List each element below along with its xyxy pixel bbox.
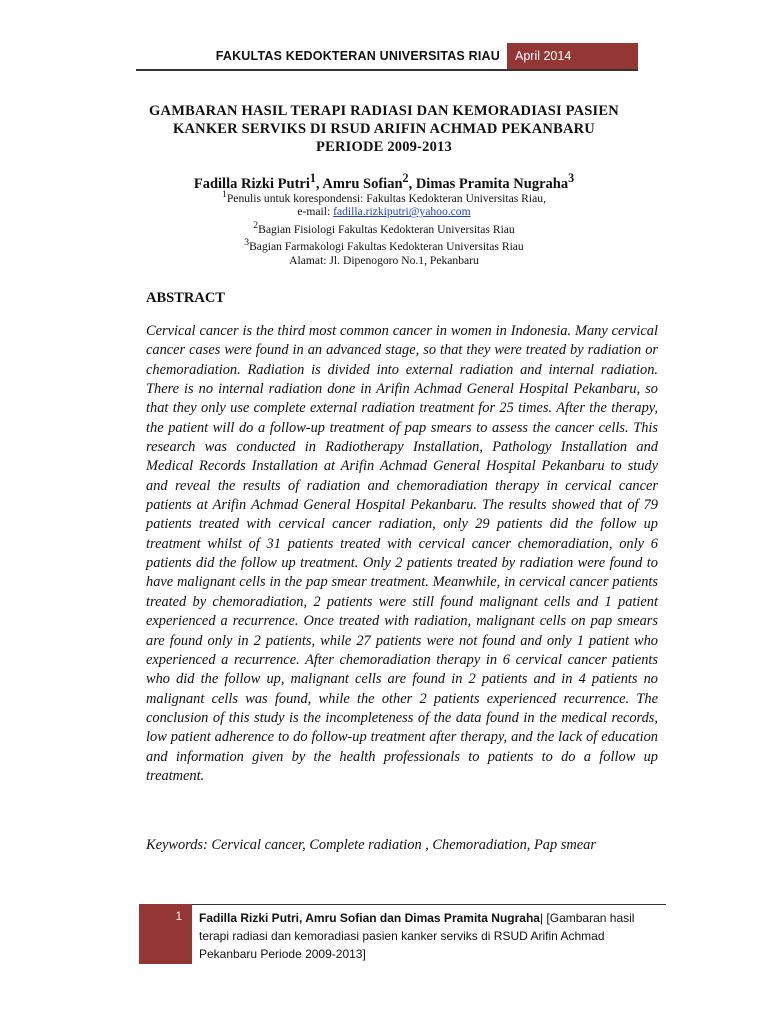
title-line-2: KANKER SERVIKS DI RSUD ARIFIN ACHMAD PEKANBARU	[173, 121, 595, 137]
affiliation-3: $^3$Bagian Farmakologi Fakultas Kedokteran Universitas Riau	[244, 237, 524, 254]
affiliation-2: $^2$Bagian Fisiologi Fakultas Kedokteran Universitas Riau	[253, 219, 515, 236]
author-2-sup: 2	[402, 171, 409, 185]
footer-citation	[199, 909, 659, 963]
affiliation-1: $^1$Penulis untuk korespondensi: Fakultas Kedokteran Universitas Riau,	[222, 189, 546, 205]
author-1: Fadilla Rizki Putri	[193, 175, 310, 192]
page-number: 1	[139, 904, 192, 964]
author-3-sup: 3	[568, 171, 575, 185]
abstract-body: Cervical cancer is the third most common cancer in women in Indonesia. Many cervical cancer cases were found in an advanced stage, so that they were treated by radiation or chemoradiation. Radiation is divided into external radiation and internal radiation. There is no internal radiation done in Arifin Achmad General Hospital Pekanbaru, so that they only use complete external radiation treatment for 25 times. After the therapy, the patient will do a follow-up treatment of pap smears to assess the cancer cells. This research was conducted in Radiotherapy Installation, Pathology Installation and Medical Records Installation at Arifin Achmad General Hospital Pekanbaru to study and reveal the results of radiation and chemoradiation therapy in cervical cancer patients at Arifin Achmad General Hospital Pekanbaru. The results showed that of 79 patients treated with cervical cancer radiation, only 29 patients did the follow up treatment whilst of 31 patients treated with cervical cancer chemoradiation, only 6 patients did the follow up treatment. Only 2 patients treated by radiation were found to have malignant cells in the pap smear treatment. Meanwhile, in cervical cancer patients treated by chemoradiation, 2 patients were still found malignant cells and 1 patient experienced a recurrence. Once treated with radiation, malignant cells on pap smears are found only in 2 patients, while 27 patients were not found and only 1 patient who experienced a recurrence. After chemoradiation therapy in 6 cervical cancer patients who did the follow up, malignant cells are found in 2 patients and in 4 patients no malignant cells was found, while the other 2 patients experienced recurrence. The conclusion of this study is the incompleteness of the data found in the medical records, low patient adherence to do follow-up treatment after therapy, and the lack of education and information given by the health professionals to patients to do a follow up treatment.	[146, 323, 658, 784]
title-line-1: GAMBARAN HASIL TERAPI RADIASI DAN KEMORADIASI PASIEN	[149, 103, 619, 119]
author-separator: ,	[408, 175, 416, 192]
header-divider	[136, 69, 638, 71]
footer-citation-text: | [Gambaran hasil terapi radiasi dan kemoradiasi pasien kanker serviks di RSUD Arifin Achmad Pekanbaru Periode 2009-2013]	[199, 911, 635, 961]
author-separator: ,	[315, 175, 323, 192]
email-link[interactable]: fadilla.rizkiputri@yahoo.com	[333, 205, 471, 219]
footer-authors: Fadilla Rizki Putri, Amru Sofian dan Dimas Pramita Nugraha	[199, 911, 540, 925]
journal-header-title: FAKULTAS KEDOKTERAN UNIVERSITAS RIAU	[215, 49, 500, 63]
paper-title	[138, 102, 630, 156]
affiliations	[138, 188, 630, 267]
title-line-3: PERIODE 2009-2013	[316, 139, 452, 155]
footer-divider	[192, 904, 666, 905]
issue-date-badge: April 2014	[507, 43, 638, 70]
email-line: e-mail: fadilla.rizkiputri@yahoo.com	[297, 205, 471, 219]
author-2: Amru Sofian	[322, 175, 403, 192]
keywords: Keywords: Cervical cancer, Complete radiation , Chemoradiation, Pap smear	[146, 837, 596, 853]
abstract-heading: ABSTRACT	[146, 290, 225, 306]
author-1-sup: 1	[309, 171, 316, 185]
author-3: Dimas Pramita Nugraha	[415, 175, 569, 192]
address: Alamat: Jl. Dipenogoro No.1, Pekanbaru	[289, 253, 479, 267]
